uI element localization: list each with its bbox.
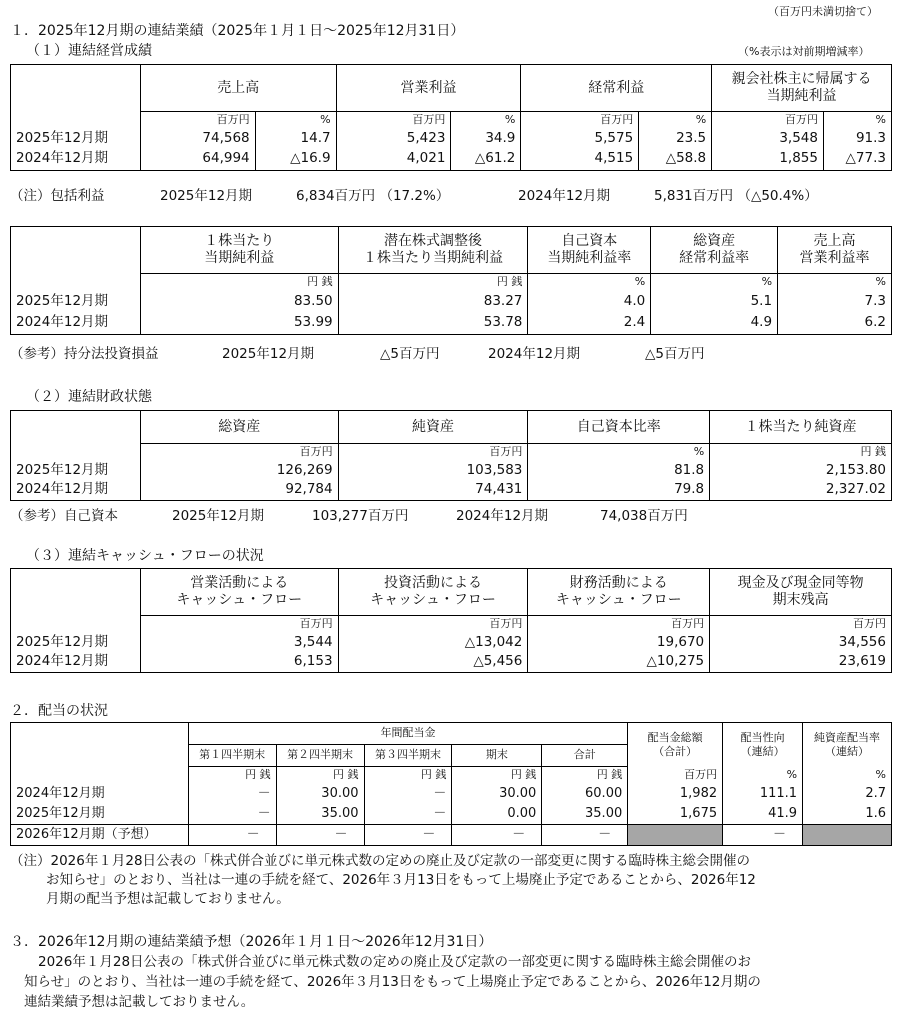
value-cell: △58.8	[639, 149, 712, 171]
header-eps: １株当たり 当期純利益	[140, 227, 338, 274]
header-operating-margin: 売上高 営業利益率	[778, 227, 892, 274]
value-cell: －	[542, 825, 628, 846]
operating-results-table	[10, 64, 892, 171]
sub1-title: （１）連結経営成績	[26, 43, 152, 59]
gray-cell	[803, 825, 892, 846]
dividend-note-line3: 月期の配当予想は記載しておりません。	[46, 891, 290, 907]
header-financing-cf: 財務活動による キャッシュ・フロー	[528, 569, 710, 616]
value-cell: 3,548	[712, 129, 824, 149]
value-cell: －	[276, 825, 364, 846]
equity-ref-period1: 2025年12月期	[172, 508, 265, 524]
unit-cell: 百万円	[628, 767, 723, 785]
unit-cell: 円 銭	[710, 444, 892, 461]
dividend-table	[10, 722, 892, 846]
header-ordinary-income: 経常利益	[521, 65, 712, 112]
unit-cell: 百万円	[710, 616, 892, 633]
header-doe: 純資産配当率 （連結）	[803, 723, 892, 767]
unit-cell: %	[803, 767, 892, 785]
value-cell: 35.00	[542, 805, 628, 825]
value-cell: 30.00	[276, 785, 364, 805]
value-cell: 30.00	[452, 785, 542, 805]
equity-ref-value1: 103,277百万円	[312, 508, 409, 524]
table-row	[11, 291, 892, 313]
unit-cell: 百万円	[338, 616, 528, 633]
value-cell: 2.4	[528, 313, 651, 335]
value-cell: 4,515	[521, 149, 639, 171]
value-cell: 7.3	[778, 291, 892, 313]
unit-cell: 百万円	[528, 616, 710, 633]
section2-title: ２．配当の状況	[10, 703, 108, 719]
value-cell: 1,675	[628, 805, 723, 825]
table-row	[11, 825, 892, 846]
comprehensive-income-value2: 5,831百万円 （△50.4%）	[654, 188, 818, 204]
value-cell: 34,556	[710, 633, 892, 653]
value-cell: △77.3	[823, 149, 891, 171]
header-annual-dividend: 年間配当金	[188, 723, 628, 745]
header-total-assets: 総資産	[140, 411, 338, 444]
forecast-line2: 知らせ」のとおり、当社は一連の手続を経て、2026年３月13日をもって上場廃止予定であることから、2026年12月期の	[24, 974, 761, 990]
equity-method-period1: 2025年12月期	[222, 346, 315, 362]
value-cell: 35.00	[276, 805, 364, 825]
header-payout-ratio: 配当性向 （連結）	[723, 723, 803, 767]
unit-cell: 百万円	[338, 444, 528, 461]
value-cell: △61.2	[451, 149, 521, 171]
value-cell: －	[188, 805, 276, 825]
table-row	[11, 481, 892, 501]
unit-cell: %	[451, 112, 521, 129]
header-roe: 自己資本 当期純利益率	[528, 227, 651, 274]
comprehensive-income-label: （注）包括利益	[10, 188, 105, 204]
financial-position-table	[10, 410, 892, 501]
header-q2: 第２四半期末	[276, 745, 364, 767]
dividend-note-line1: （注）2026年１月28日公表の「株式併合並びに単元株式数の定めの廃止及び定款の一部変更に関する臨時株主総会開催の	[10, 853, 751, 869]
equity-method-label: （参考）持分法投資損益	[10, 346, 159, 362]
value-cell: －	[364, 825, 452, 846]
value-cell: 53.99	[140, 313, 338, 335]
header-total: 合計	[542, 745, 628, 767]
header-roa: 総資産 経常利益率	[651, 227, 778, 274]
value-cell: 4,021	[336, 149, 451, 171]
header-q1: 第１四半期末	[188, 745, 276, 767]
unit-cell: 円 銭	[276, 767, 364, 785]
dividend-note-line2: お知らせ」のとおり、当社は一連の手続を経て、2026年３月13日をもって上場廃止予定であることから、2026年12	[46, 872, 756, 888]
unit-cell: 百万円	[336, 112, 451, 129]
header-q3: 第３四半期末	[364, 745, 452, 767]
unit-cell: 百万円	[140, 444, 338, 461]
equity-method-period2: 2024年12月期	[488, 346, 581, 362]
comprehensive-income-period2: 2024年12月期	[518, 188, 611, 204]
value-cell: －	[452, 825, 542, 846]
row-label: 2025年12月期	[11, 291, 141, 313]
unit-cell: 百万円	[140, 616, 338, 633]
table-row	[11, 805, 892, 825]
unit-cell: %	[723, 767, 803, 785]
value-cell: 1,855	[712, 149, 824, 171]
row-label: 2026年12月期（予想）	[11, 825, 189, 846]
value-cell: 34.9	[451, 129, 521, 149]
equity-method-value2: △5百万円	[645, 346, 705, 362]
row-label: 2024年12月期	[11, 313, 141, 335]
value-cell: 0.00	[452, 805, 542, 825]
value-cell: 83.27	[338, 291, 528, 313]
unit-cell: 円 銭	[542, 767, 628, 785]
row-label: 2025年12月期	[11, 461, 141, 481]
value-cell: －	[188, 825, 276, 846]
value-cell: 19,670	[528, 633, 710, 653]
row-label: 2024年12月期	[11, 481, 141, 501]
row-label: 2025年12月期	[11, 805, 189, 825]
value-cell: －	[188, 785, 276, 805]
row-label: 2025年12月期	[11, 129, 141, 149]
value-cell: 14.7	[255, 129, 336, 149]
unit-cell: 円 銭	[452, 767, 542, 785]
value-cell: 5,423	[336, 129, 451, 149]
header-net-assets: 純資産	[338, 411, 528, 444]
section1-title: １．2025年12月期の連結業績（2025年１月１日～2025年12月31日）	[10, 23, 465, 39]
corner-cell	[11, 65, 141, 112]
per-share-table	[10, 226, 892, 335]
table-row	[11, 785, 892, 805]
row-label: 2024年12月期	[11, 149, 141, 171]
value-cell: 74,431	[338, 481, 528, 501]
equity-ref-label: （参考）自己資本	[10, 508, 118, 524]
table-row	[11, 313, 892, 335]
value-cell: 60.00	[542, 785, 628, 805]
unit-cell: %	[528, 444, 710, 461]
header-bps: １株当たり純資産	[710, 411, 892, 444]
value-cell: 2.7	[803, 785, 892, 805]
header-net-income: 親会社株主に帰属する 当期純利益	[712, 65, 892, 112]
unit-cell: 百万円	[712, 112, 824, 129]
unit-cell: %	[528, 274, 651, 291]
value-cell: 23.5	[639, 129, 712, 149]
header-total-dividend: 配当金総額 （合計）	[628, 723, 723, 767]
forecast-line1: 2026年１月28日公表の「株式併合並びに単元株式数の定めの廃止及び定款の一部変更に関する臨時株主総会開催のお	[38, 954, 752, 970]
unit-cell: %	[823, 112, 891, 129]
value-cell: 41.9	[723, 805, 803, 825]
unit-note: （百万円未満切捨て）	[768, 5, 878, 18]
value-cell: 111.1	[723, 785, 803, 805]
value-cell: 81.8	[528, 461, 710, 481]
equity-ref-value2: 74,038百万円	[600, 508, 688, 524]
row-label: 2024年12月期	[11, 653, 141, 673]
comprehensive-income-value1: 6,834百万円 （17.2%）	[296, 188, 450, 204]
value-cell: △10,275	[528, 653, 710, 673]
value-cell: 126,269	[140, 461, 338, 481]
unit-cell: %	[651, 274, 778, 291]
header-operating-cf: 営業活動による キャッシュ・フロー	[140, 569, 338, 616]
value-cell: 2,153.80	[710, 461, 892, 481]
equity-method-value1: △5百万円	[380, 346, 440, 362]
unit-cell: 百万円	[140, 112, 255, 129]
table-row	[11, 633, 892, 653]
forecast-line3: 連結業績予想は記載しておりません。	[24, 994, 255, 1010]
value-cell: 79.8	[528, 481, 710, 501]
cash-flow-table	[10, 568, 892, 673]
gray-cell	[628, 825, 723, 846]
value-cell: －	[364, 805, 452, 825]
value-cell: －	[723, 825, 803, 846]
header-sales: 売上高	[140, 65, 336, 112]
value-cell: △16.9	[255, 149, 336, 171]
value-cell: △13,042	[338, 633, 528, 653]
table-row	[11, 149, 892, 171]
unit-cell: 百万円	[521, 112, 639, 129]
value-cell: 4.9	[651, 313, 778, 335]
value-cell: 53.78	[338, 313, 528, 335]
value-cell: 6.2	[778, 313, 892, 335]
header-operating-income: 営業利益	[336, 65, 521, 112]
value-cell: 6,153	[140, 653, 338, 673]
unit-cell: %	[778, 274, 892, 291]
unit-cell: 円 銭	[188, 767, 276, 785]
value-cell: 92,784	[140, 481, 338, 501]
value-cell: －	[364, 785, 452, 805]
section3-title: ３．2026年12月期の連結業績予想（2026年１月１日～2026年12月31日）	[10, 934, 493, 950]
value-cell: 83.50	[140, 291, 338, 313]
equity-ref-period2: 2024年12月期	[456, 508, 549, 524]
value-cell: 103,583	[338, 461, 528, 481]
value-cell: 1,982	[628, 785, 723, 805]
header-cash-balance: 現金及び現金同等物 期末残高	[710, 569, 892, 616]
value-cell: 2,327.02	[710, 481, 892, 501]
value-cell: 23,619	[710, 653, 892, 673]
value-cell: 5,575	[521, 129, 639, 149]
value-cell: △5,456	[338, 653, 528, 673]
value-cell: 3,544	[140, 633, 338, 653]
header-diluted-eps: 潜在株式調整後 １株当たり当期純利益	[338, 227, 528, 274]
table-row	[11, 653, 892, 673]
sub3-title: （３）連結キャッシュ・フローの状況	[26, 548, 264, 564]
value-cell: 5.1	[651, 291, 778, 313]
header-equity-ratio: 自己資本比率	[528, 411, 710, 444]
header-year-end: 期末	[452, 745, 542, 767]
row-label: 2025年12月期	[11, 633, 141, 653]
value-cell: 64,994	[140, 149, 255, 171]
value-cell: 4.0	[528, 291, 651, 313]
comprehensive-income-period1: 2025年12月期	[160, 188, 253, 204]
value-cell: 1.6	[803, 805, 892, 825]
pct-note: （%表示は対前期増減率）	[738, 45, 870, 58]
row-label: 2024年12月期	[11, 785, 189, 805]
value-cell: 74,568	[140, 129, 255, 149]
unit-cell: 円 銭	[140, 274, 338, 291]
table-row	[11, 129, 892, 149]
unit-cell: %	[639, 112, 712, 129]
value-cell: 91.3	[823, 129, 891, 149]
unit-cell: 円 銭	[364, 767, 452, 785]
unit-cell: 円 銭	[338, 274, 528, 291]
sub2-title: （２）連結財政状態	[26, 389, 152, 405]
table-row	[11, 461, 892, 481]
header-investing-cf: 投資活動による キャッシュ・フロー	[338, 569, 528, 616]
unit-cell: %	[255, 112, 336, 129]
